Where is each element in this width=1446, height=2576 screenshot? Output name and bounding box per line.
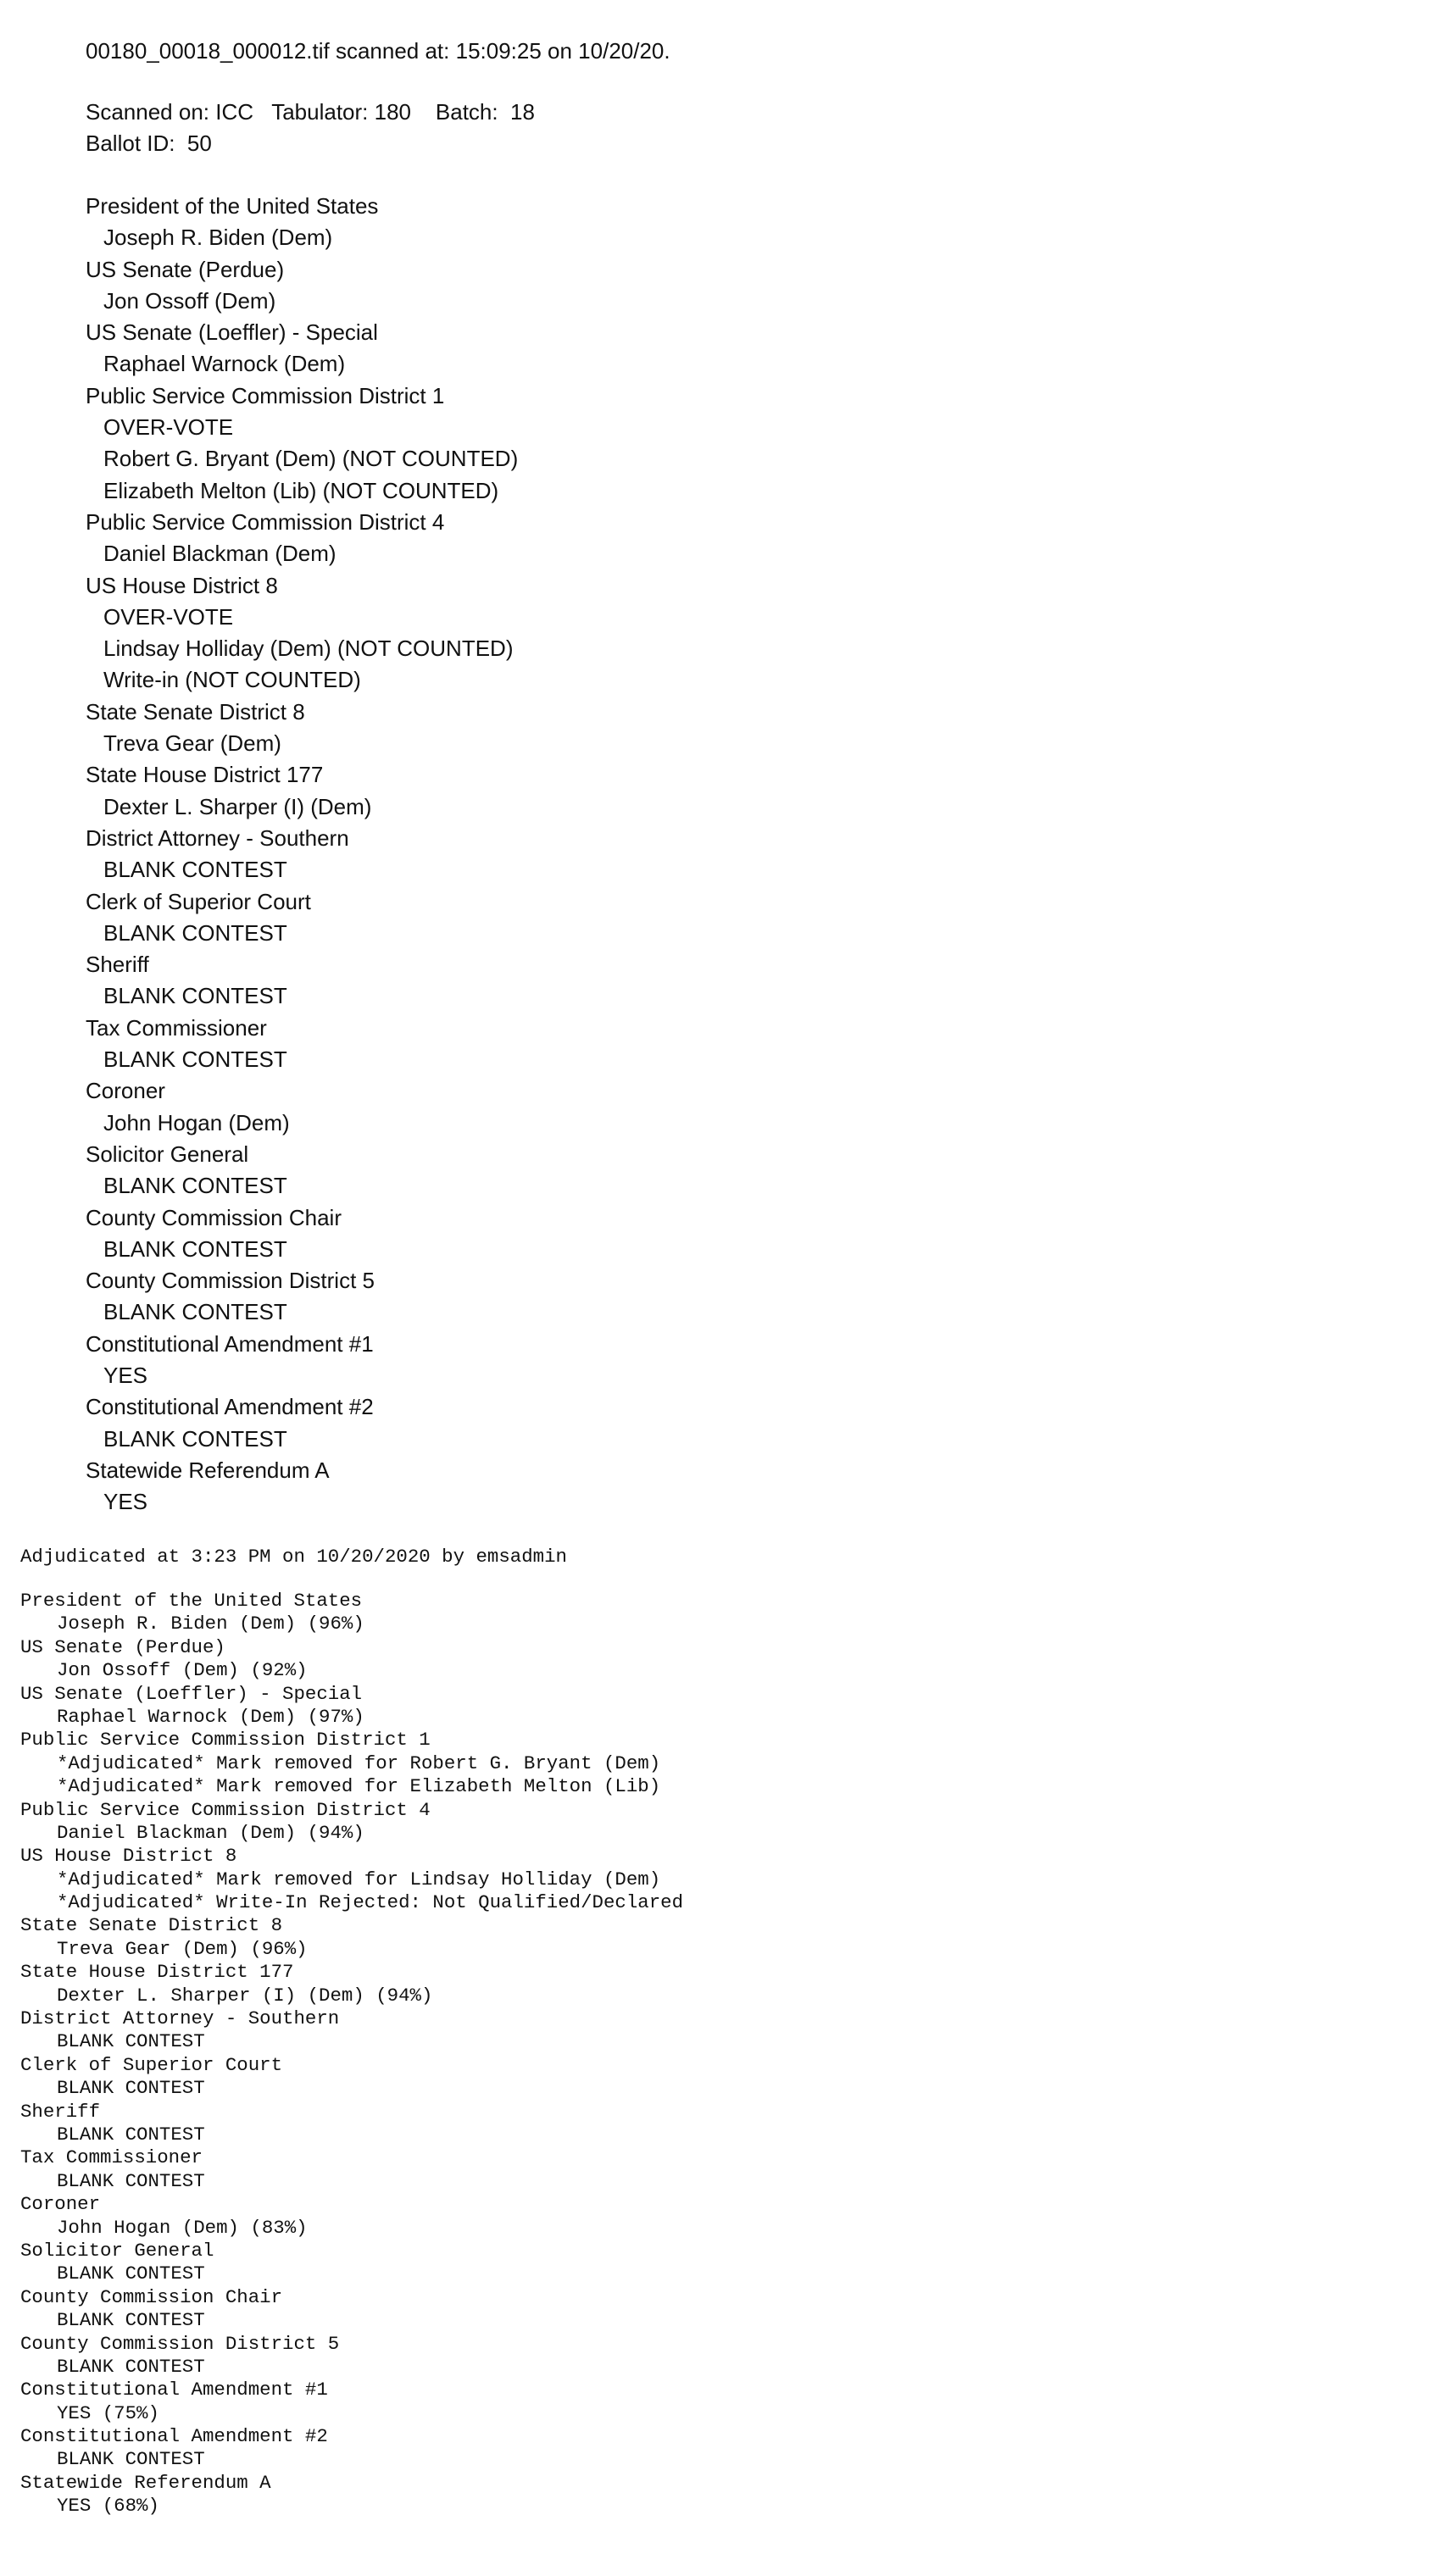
contest-block: [20, 2054, 1419, 2101]
contest-block: [20, 1799, 1419, 1846]
contest-choice: BLANK CONTEST: [103, 1173, 287, 1199]
adjudicated-contest-list: [20, 1590, 1419, 2518]
contest-choice: Robert G. Bryant (Dem) (NOT COUNTED): [103, 446, 519, 472]
contest-choice: Lindsay Holliday (Dem) (NOT COUNTED): [103, 636, 514, 662]
scan-meta-line-1: Scanned on: ICC Tabulator: 180 Batch: 18: [86, 99, 535, 125]
contest-title: State House District 177: [86, 762, 324, 788]
contest-choice: Raphael Warnock (Dem): [103, 351, 346, 377]
contest-title: US House District 8: [86, 572, 278, 598]
contest-choice: BLANK CONTEST: [57, 2169, 205, 2192]
contest-choice: Jon Ossoff (Dem) (92%): [57, 1659, 308, 1682]
contest-choice: Treva Gear (Dem) (96%): [57, 1937, 308, 1960]
contest-title: State House District 177: [20, 1961, 294, 1984]
scanned-contest-list: [86, 191, 1357, 1518]
contest-choice: OVER-VOTE: [103, 414, 234, 441]
contest-block: [86, 1455, 1357, 1518]
contest-choice: Dexter L. Sharper (I) (Dem): [103, 793, 372, 819]
contest-choice: BLANK CONTEST: [57, 2448, 205, 2471]
contest-choice: YES: [103, 1489, 148, 1515]
contest-title: Constitutional Amendment #2: [20, 2425, 328, 2448]
contest-choice: Daniel Blackman (Dem) (94%): [57, 1821, 364, 1844]
contest-block: [86, 1265, 1357, 1329]
contest-choice: BLANK CONTEST: [57, 2309, 205, 2332]
contest-title: County Commission District 5: [86, 1268, 375, 1294]
contest-choice: Joseph R. Biden (Dem): [103, 225, 333, 251]
contest-choice: BLANK CONTEST: [103, 1299, 287, 1325]
contest-block: [20, 2472, 1419, 2518]
scan-header-line: 00180_00018_000012.tif scanned at: 15:09:25 on 10/20/20.: [86, 38, 670, 64]
contest-choice: Treva Gear (Dem): [103, 730, 281, 757]
contest-choice: BLANK CONTEST: [103, 857, 287, 883]
contest-title: Constitutional Amendment #1: [86, 1330, 374, 1357]
contest-title: State Senate District 8: [20, 1914, 283, 1937]
contest-choice: BLANK CONTEST: [103, 983, 287, 1009]
contest-choice: BLANK CONTEST: [57, 2262, 205, 2285]
contest-title: Statewide Referendum A: [86, 1457, 330, 1483]
contest-block: [86, 570, 1357, 697]
contest-title: Public Service Commission District 4: [20, 1798, 431, 1821]
contest-title: Coroner: [86, 1078, 165, 1104]
contest-block: [86, 254, 1357, 318]
contest-block: [20, 1683, 1419, 1729]
contest-title: Constitutional Amendment #2: [86, 1394, 374, 1420]
contest-title: President of the United States: [20, 1590, 363, 1612]
contest-title: Solicitor General: [86, 1141, 249, 1167]
contest-choice: Write-in (NOT COUNTED): [103, 667, 361, 693]
contest-block: [86, 949, 1357, 1013]
scan-metadata: [86, 97, 1357, 159]
contest-title: Constitutional Amendment #1: [20, 2379, 328, 2401]
contest-block: [86, 1139, 1357, 1202]
contest-choice: *Adjudicated* Mark removed for Elizabeth Melton (Lib): [57, 1775, 661, 1798]
contest-block: [20, 1729, 1419, 1798]
contest-title: State Senate District 8: [86, 698, 305, 724]
contest-block: [20, 1845, 1419, 1914]
contest-choice: BLANK CONTEST: [57, 2030, 205, 2053]
adjudication-section: [20, 1545, 1419, 2518]
contest-choice: BLANK CONTEST: [103, 1235, 287, 1262]
contest-choice: YES (68%): [57, 2495, 159, 2518]
contest-block: [86, 317, 1357, 380]
contest-choice: *Adjudicated* Mark removed for Lindsay Holliday (Dem): [57, 1868, 661, 1890]
contest-block: [20, 2379, 1419, 2425]
contest-choice: OVER-VOTE: [103, 603, 234, 630]
contest-title: County Commission District 5: [20, 2332, 340, 2355]
contest-block: [86, 1329, 1357, 1392]
contest-choice: YES: [103, 1362, 148, 1388]
contest-title: Public Service Commission District 4: [86, 508, 445, 535]
contest-block: [20, 2240, 1419, 2286]
contest-block: [20, 2101, 1419, 2147]
contest-title: District Attorney - Southern: [20, 2007, 340, 2030]
contest-title: Clerk of Superior Court: [20, 2053, 283, 2076]
contest-block: [20, 1636, 1419, 1683]
contest-choice: BLANK CONTEST: [57, 2077, 205, 2100]
contest-title: Statewide Referendum A: [20, 2471, 271, 2494]
contest-block: [20, 1961, 1419, 2007]
contest-block: [20, 2146, 1419, 2193]
contest-title: Clerk of Superior Court: [86, 888, 311, 914]
contest-choice: John Hogan (Dem): [103, 1109, 290, 1135]
contest-title: US House District 8: [20, 1845, 237, 1868]
contest-title: US Senate (Perdue): [86, 256, 285, 282]
contest-title: County Commission Chair: [20, 2285, 283, 2308]
contest-block: [20, 2286, 1419, 2333]
contest-block: [86, 1202, 1357, 1266]
contest-title: District Attorney - Southern: [86, 824, 349, 851]
ballot-id-line: Ballot ID: 50: [86, 130, 212, 156]
contest-title: US Senate (Loeffler) - Special: [20, 1682, 363, 1705]
contest-title: Public Service Commission District 1: [86, 382, 445, 408]
contest-title: County Commission Chair: [86, 1204, 342, 1230]
contest-choice: Daniel Blackman (Dem): [103, 541, 336, 567]
contest-title: President of the United States: [86, 193, 379, 219]
contest-title: Tax Commissioner: [20, 2146, 203, 2169]
contest-choice: BLANK CONTEST: [57, 2123, 205, 2146]
contest-title: US Senate (Loeffler) - Special: [86, 319, 378, 346]
contest-block: [86, 1075, 1357, 1139]
contest-block: [86, 1391, 1357, 1455]
contest-title: US Senate (Perdue): [20, 1635, 225, 1658]
contest-title: Coroner: [20, 2193, 101, 2216]
contest-choice: Joseph R. Biden (Dem) (96%): [57, 1613, 364, 1635]
contest-title: Public Service Commission District 1: [20, 1729, 431, 1752]
contest-block: [20, 1590, 1419, 1636]
contest-choice: BLANK CONTEST: [103, 1046, 287, 1073]
contest-title: Solicitor General: [20, 2239, 214, 2262]
contest-title: Tax Commissioner: [86, 1014, 267, 1041]
contest-block: [86, 1013, 1357, 1076]
contest-choice: Elizabeth Melton (Lib) (NOT COUNTED): [103, 477, 499, 503]
contest-block: [20, 2007, 1419, 2054]
contest-choice: Raphael Warnock (Dem) (97%): [57, 1705, 364, 1728]
contest-block: [86, 823, 1357, 886]
contest-block: [86, 507, 1357, 570]
contest-choice: Jon Ossoff (Dem): [103, 287, 276, 314]
contest-block: [20, 1914, 1419, 1961]
contest-choice: YES (75%): [57, 2401, 159, 2424]
contest-block: [86, 886, 1357, 950]
contest-choice: BLANK CONTEST: [103, 1425, 287, 1452]
contest-block: [86, 380, 1357, 507]
contest-block: [86, 759, 1357, 823]
contest-block: [86, 697, 1357, 760]
contest-choice: Dexter L. Sharper (I) (Dem) (94%): [57, 1984, 433, 2007]
contest-title: Sheriff: [86, 952, 149, 978]
contest-title: Sheriff: [20, 2100, 101, 2123]
contest-block: [20, 2333, 1419, 2379]
contest-choice: BLANK CONTEST: [57, 2355, 205, 2378]
contest-choice: *Adjudicated* Write-In Rejected: Not Qualified/Declared: [57, 1891, 684, 1914]
contest-block: [20, 2425, 1419, 2472]
contest-block: [86, 191, 1357, 254]
contest-block: [20, 2193, 1419, 2240]
adjudication-header-line: Adjudicated at 3:23 PM on 10/20/2020 by emsadmin: [20, 1546, 567, 1568]
contest-choice: BLANK CONTEST: [103, 919, 287, 946]
contest-choice: *Adjudicated* Mark removed for Robert G. Bryant (Dem): [57, 1752, 661, 1774]
contest-choice: John Hogan (Dem) (83%): [57, 2216, 308, 2239]
scanned-ballot-section: [86, 36, 1357, 1518]
